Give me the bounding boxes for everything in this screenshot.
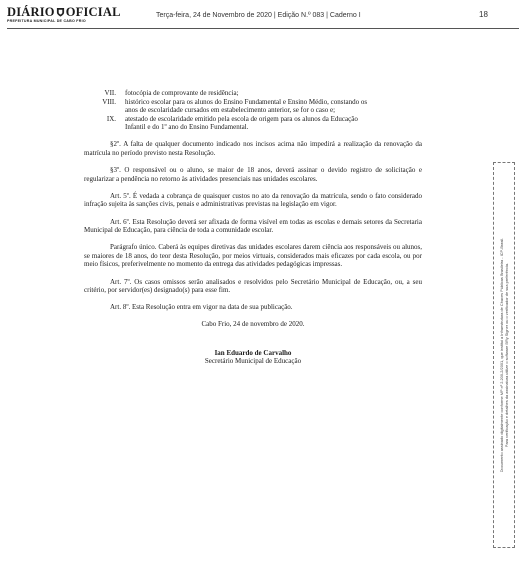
digital-signature-stamp (493, 162, 515, 548)
article-5: Art. 5º. É vedada a cobrança de quaisquer custos no ato da renovação da matrícula, sendo o fato considerado infração sujeita às sanções civis, penais e administrativas previstas na legislação em vigor. (84, 191, 422, 209)
list-item-number: VII. (104, 89, 116, 97)
list-item (84, 115, 422, 132)
signatory-title: Secretário Municipal de Educação (204, 357, 302, 366)
stamp-text (499, 164, 509, 546)
requirements-list (84, 89, 422, 132)
coat-of-arms-icon (56, 7, 65, 17)
page-header (0, 6, 526, 26)
masthead-title (7, 6, 121, 19)
list-item-text: Infantil e do 1º ano do Ensino Fundamental. (125, 123, 249, 132)
article-6: Art. 6º. Esta Resolução deverá ser afixada de forma visível em todas as escolas e demais setores da Secretaria Municipal de Educação, para ciência de toda a comunidade escolar. (84, 217, 422, 235)
list-item-text: fotocópia de comprovante de residência; (125, 89, 239, 97)
signatory-name: Ian Eduardo de Carvalho (214, 348, 292, 357)
document-body (84, 89, 422, 366)
page-number: 18 (479, 10, 488, 19)
masthead-left-word: DIÁRIO (7, 5, 55, 19)
list-item-number: IX. (106, 114, 116, 123)
sole-paragraph: Parágrafo único. Caberá às equipes diretivas das unidades escolares darem ciência aos responsáveis ou alunos, se maiores de 18 anos, do teor desta Resolução, por meios virtuais, considerados mais eficazes por cada escola, ou por meio físicos, preferivelmente no momento da entrega das atividades pedagógicas impressas. (84, 243, 422, 269)
list-item (84, 98, 422, 115)
list-item-number: VIII. (102, 97, 116, 106)
list-item-text: anos de escolaridade cursados em estabelecimento anterior, se for o caso e; (125, 106, 336, 115)
masthead-subtitle: PREFEITURA MUNICIPAL DE CABO FRIO (7, 19, 86, 23)
list-item (84, 89, 422, 98)
stamp-line-1: Documento assinado digitalmente conforme MP nº 2.200-2/2001, que institui a Infraestrutura de Chaves Públicas Brasileira - ICP-Brasil. (499, 237, 504, 473)
list-item-text: histórico escolar para os alunos do Ensino Fundamental e Ensino Médio, constando os (125, 97, 368, 106)
place-date: Cabo Frio, 24 de novembro de 2020. (201, 320, 305, 329)
masthead-logo (7, 6, 122, 26)
masthead-right-word: OFICIAL (65, 5, 121, 19)
paragraph-3: §3º. O responsável ou o aluno, se maior de 18 anos, deverá assinar o devido registro de solicitação e regularizar a pendência no retorno às atividades presenciais nas unidades escolares. (84, 166, 422, 183)
article-7: Art. 7º. Os casos omissos serão analisados e resolvidos pelo Secretário Municipal de Educação, ou, a seu critério, por servidor(es) designado(s) para esse fim. (84, 277, 422, 295)
header-divider (7, 28, 519, 29)
paragraph-2: §2º. A falta de qualquer documento indicado nos incisos acima não impedirá a realização da renovação da matrícula no período previsto nesta Resolução. (84, 140, 422, 158)
edition-info: Terça-feira, 24 de Novembro de 2020 | Edição N.º 083 | Caderno I (156, 12, 361, 19)
article-8: Art. 8º. Esta Resolução entra em vigor na data de sua publicação. (110, 303, 293, 312)
list-item-text: atestado de escolaridade emitido pela escola de origem para os alunos da Educação (125, 114, 358, 123)
stamp-line-2: Para verificação e detalhes da assinatura utilize o software BRy Signer ou o verificador de sua preferência. (504, 262, 509, 448)
